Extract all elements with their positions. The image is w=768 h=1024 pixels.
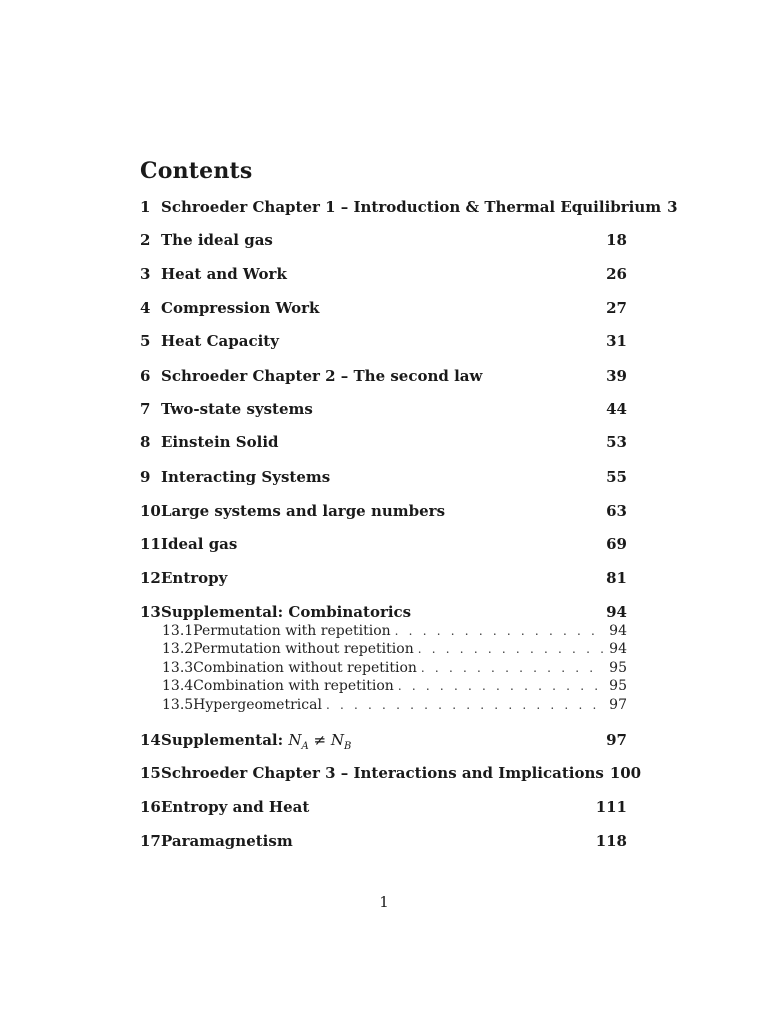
section-title: Paramagnetism	[161, 832, 293, 850]
section-number: 15	[140, 764, 161, 782]
section-number: 8	[140, 433, 151, 451]
section-title-text: Supplemental:	[161, 731, 284, 749]
section-number: 11	[140, 535, 161, 553]
math-expression	[288, 731, 352, 752]
section-title: Schroeder Chapter 2 – The second law	[161, 367, 483, 385]
subsection-page: 94	[609, 641, 627, 657]
section-title: Compression Work	[161, 299, 320, 317]
section-title: Schroeder Chapter 3 – Interactions and Implications	[161, 764, 604, 782]
section-number: 6	[140, 367, 151, 385]
section-number: 16	[140, 798, 161, 816]
toc-entry-7[interactable]	[140, 400, 627, 418]
math-lhs-sub: A	[301, 741, 309, 752]
page-title: Contents	[140, 158, 253, 184]
section-page: 53	[606, 433, 627, 451]
section-title	[161, 731, 600, 752]
toc-subentry-13-4[interactable]	[162, 678, 627, 694]
section-number: 14	[140, 731, 161, 749]
dot-leader	[418, 642, 603, 656]
toc-entry-15[interactable]	[140, 764, 642, 782]
section-number: 4	[140, 299, 151, 317]
subsection-number: 13.3	[162, 660, 194, 676]
toc-subentry-13-1[interactable]	[162, 623, 627, 639]
toc-entry-12[interactable]	[140, 569, 627, 587]
section-title: Interacting Systems	[161, 468, 331, 486]
section-number: 17	[140, 832, 161, 850]
dot-leader	[326, 698, 603, 712]
section-page: 44	[606, 400, 627, 418]
section-page: 26	[606, 265, 627, 283]
section-page: 69	[606, 535, 627, 553]
math-lhs: N	[288, 731, 302, 749]
section-number: 13	[140, 603, 161, 621]
section-number: 5	[140, 332, 151, 350]
section-number: 12	[140, 569, 161, 587]
section-number: 2	[140, 231, 151, 249]
section-title: Entropy and Heat	[161, 798, 310, 816]
toc-entry-9[interactable]	[140, 468, 627, 486]
dot-leader	[395, 624, 604, 638]
section-title: Einstein Solid	[161, 433, 279, 451]
section-number: 1	[140, 198, 151, 216]
subsection-page: 94	[609, 623, 627, 639]
toc-entry-4[interactable]	[140, 299, 627, 317]
subsection-page: 95	[609, 678, 627, 694]
section-page: 81	[606, 569, 627, 587]
section-number: 7	[140, 400, 151, 418]
math-operator: ≠	[313, 731, 327, 749]
toc-entry-6[interactable]	[140, 367, 627, 385]
toc-entry-14[interactable]	[140, 731, 627, 752]
section-page: 55	[606, 468, 627, 486]
section-page: 111	[595, 798, 627, 816]
section-number: 3	[140, 265, 151, 283]
section-title: Large systems and large numbers	[161, 502, 446, 520]
toc-entry-2[interactable]	[140, 231, 627, 249]
subsection-title: Combination with repetition	[193, 678, 394, 694]
math-rhs: N	[330, 731, 345, 749]
toc-subentry-13-3[interactable]	[162, 660, 627, 676]
toc-subentry-13-5[interactable]	[162, 697, 627, 713]
subsection-title: Combination without repetition	[193, 660, 417, 676]
toc-subentry-13-2[interactable]	[162, 641, 627, 657]
toc-entry-1[interactable]	[140, 198, 678, 216]
subsection-number: 13.4	[162, 678, 194, 694]
subsection-page: 97	[609, 697, 627, 713]
toc-entry-10[interactable]	[140, 502, 627, 520]
toc-entry-16[interactable]	[140, 798, 627, 816]
section-page: 118	[595, 832, 627, 850]
section-page: 18	[606, 231, 627, 249]
section-title: Heat Capacity	[161, 332, 279, 350]
subsection-number: 13.2	[162, 641, 194, 657]
subsection-page: 95	[609, 660, 627, 676]
toc-entry-5[interactable]	[140, 332, 627, 350]
subsection-title: Hypergeometrical	[193, 697, 322, 713]
subsection-title: Permutation without repetition	[193, 641, 414, 657]
section-number: 10	[140, 502, 161, 520]
section-page: 100	[609, 764, 642, 782]
toc-entry-8[interactable]	[140, 433, 627, 451]
section-page: 27	[606, 299, 627, 317]
section-title: Two-state systems	[161, 400, 313, 418]
page-number: 1	[379, 893, 389, 911]
dot-leader	[421, 661, 603, 675]
subsection-number: 13.5	[162, 697, 194, 713]
toc-entry-11[interactable]	[140, 535, 627, 553]
section-title: Entropy	[161, 569, 228, 587]
toc-entry-3[interactable]	[140, 265, 627, 283]
toc-entry-17[interactable]	[140, 832, 627, 850]
math-rhs-sub: B	[344, 741, 352, 752]
section-page: 94	[606, 603, 627, 621]
section-title: Heat and Work	[161, 265, 287, 283]
toc-entry-13[interactable]	[140, 603, 627, 621]
section-title: Schroeder Chapter 1 – Introduction & Thermal Equilibrium	[161, 198, 662, 216]
section-title: Supplemental: Combinatorics	[161, 603, 412, 621]
subsection-title: Permutation with repetition	[193, 623, 391, 639]
dot-leader	[398, 679, 603, 693]
section-title: The ideal gas	[161, 231, 273, 249]
section-page: 3	[667, 198, 678, 216]
section-number: 9	[140, 468, 151, 486]
section-page: 31	[606, 332, 627, 350]
subsection-number: 13.1	[162, 623, 194, 639]
section-title: Ideal gas	[161, 535, 238, 553]
section-page: 97	[606, 731, 627, 749]
section-page: 39	[606, 367, 627, 385]
section-page: 63	[606, 502, 627, 520]
